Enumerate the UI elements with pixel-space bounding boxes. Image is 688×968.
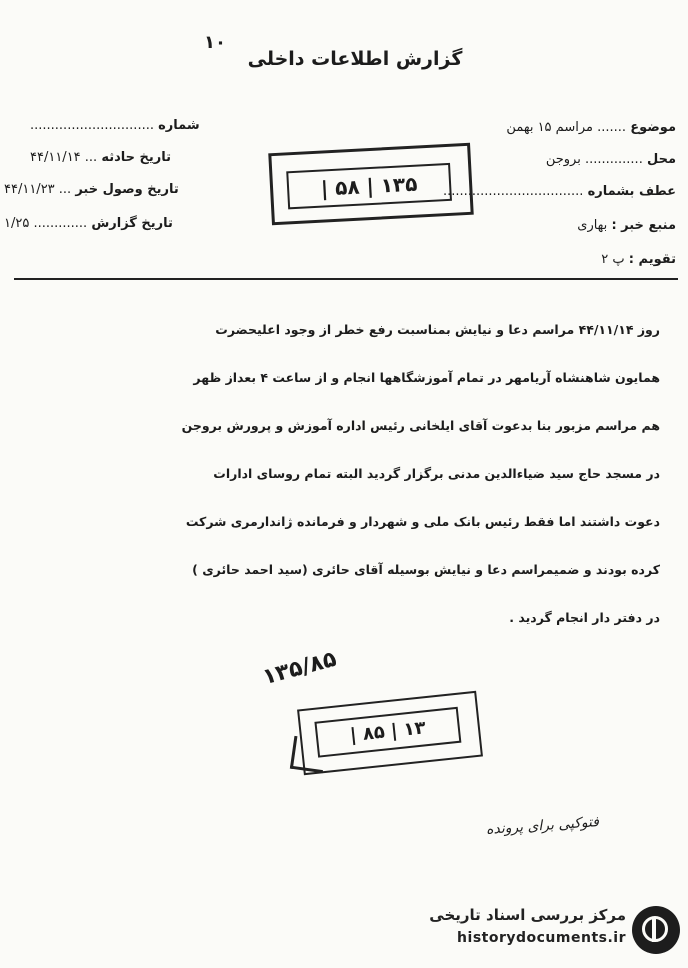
field-subject-label: موضوع — [630, 120, 676, 135]
field-rating-value: پ ۲ — [601, 252, 625, 267]
body-line: در مسجد حاج سید ضیاءالدین مدنی برگزار گردید البته تمام روسای ادارات — [213, 466, 660, 481]
body-line: هم مراسم مزبور بنا بدعوت آقای ایلخانی رئیس اداره آموزش و پرورش بروجن — [181, 418, 660, 433]
field-rating — [601, 252, 676, 267]
handwritten-signature: فتوکپی برای پرونده — [485, 814, 600, 838]
field-source-label: منبع خبر : — [611, 218, 676, 233]
top-number-mark: ۱۰ — [204, 32, 226, 53]
field-report-date-label: تاریخ گزارش — [91, 216, 173, 231]
field-location-label: محل — [646, 152, 676, 167]
field-source-value: بهاری — [577, 218, 608, 233]
registry-stamp-bottom — [297, 691, 483, 775]
watermark-url: historydocuments.ir — [457, 930, 626, 946]
archive-logo-icon — [632, 906, 680, 954]
header-divider — [14, 278, 678, 280]
field-location: محل .............. بروجن — [545, 152, 676, 167]
watermark-title: مرکز بررسی اسناد تاریخی — [429, 906, 626, 924]
document-title: گزارش اطلاعات داخلی — [247, 48, 463, 70]
field-received-date: تاریخ وصول خبر ... ۴۴/۱۱/۲۳ — [4, 182, 179, 197]
field-number-label: شماره — [158, 118, 200, 133]
field-location-value: بروجن — [545, 152, 581, 167]
field-number: شماره .............................. — [30, 118, 200, 133]
body-line: کرده بودند و ضمیمراسم دعا و نیایش بوسیله آقای حائری (سید احمد حائری ) — [192, 562, 660, 577]
field-incident-date: تاریخ حادثه ... ۴۴/۱۱/۱۴ — [30, 150, 172, 165]
field-report-date-value: ۱/۲۵ — [4, 216, 30, 231]
field-received-date-label: تاریخ وصول خبر — [75, 182, 179, 197]
field-reference-label: عطف بشماره — [587, 184, 676, 199]
field-subject: موضوع ....... مراسم ۱۵ بهمن — [506, 120, 676, 135]
handwritten-number: ۱۳۵/۸۵ — [260, 646, 340, 691]
field-incident-date-label: تاریخ حادثه — [101, 150, 172, 165]
body-line: در دفتر دار انجام گردید . — [509, 610, 660, 625]
body-line: روز ۴۴/۱۱/۱۴ مراسم دعا و نیایش بمناسبت رفع خطر از وجود اعلیحضرت — [215, 322, 660, 337]
field-source — [577, 218, 676, 233]
field-rating-label: تقویم : — [628, 252, 676, 267]
registry-stamp-top — [268, 143, 473, 225]
signature-scribble — [290, 736, 327, 773]
field-report-date: تاریخ گزارش ............. ۱/۲۵ — [4, 216, 173, 231]
field-received-date-value: ۴۴/۱۱/۲۳ — [4, 182, 55, 197]
watermark-logo — [404, 904, 684, 964]
field-reference: عطف بشماره .................................. — [442, 184, 676, 199]
registry-stamp-top-text: ۱۳۵ | ۵۸ | — [286, 163, 452, 210]
registry-stamp-bottom-text: ۱۳ | ۸۵ | — [314, 707, 461, 758]
body-line: دعوت داشتند اما فقط رئیس بانک ملی و شهردار و فرمانده ژاندارمری شرکت — [185, 514, 660, 529]
field-subject-value: مراسم ۱۵ بهمن — [506, 120, 593, 135]
field-incident-date-value: ۴۴/۱۱/۱۴ — [30, 150, 81, 165]
body-line: همایون شاهنشاه آریامهر در تمام آموزشگاهها انجام و از ساعت ۴ بعداز ظهر — [193, 370, 660, 385]
report-body — [60, 306, 660, 642]
